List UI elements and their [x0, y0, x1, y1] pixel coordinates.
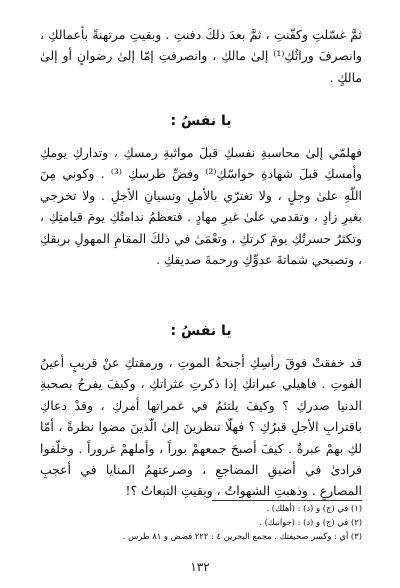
footnote-2: (٢) في (ج) و (د) : (جوانبك) . — [259, 517, 362, 527]
footnotes — [40, 500, 362, 543]
paragraph-1: ثمَّ غسّلتِ وكفّنتِ ، ثمَّ بعدَ ذلكَ دفنتِ . وبقيتِ مرتهنةً بأعمالكِ ، وانصرفَ وراثُكِ⁽¹⁾ إلىٰ مالكِ ، وانصرفتِ إمّا إلىٰ رضوانٍ أو إلىٰ مالكٍ . — [40, 27, 362, 85]
paragraph-3: قد خفقتْ فوقَ رأسِكِ أجنحةُ الموتِ ، ورمقتكِ عنْ قريبٍ أعينُ الفوتِ . فاهيلي عبراتكِ إذا ذكرتِ عثراتكِ ، وكيفَ يفرحُ بصحبةِ الدنيا صدركِ ؟ وكيفَ يلتئمُ في غمراتها أمركِ ، وقدْ دعاكِ باقترابِ الأجلِ قبرُكِ ؟ فهلّا تنظرينَ إلىٰ الّذينَ مضوا نظرةً ، أمّا لكِ بهمْ عبرةٌ . كيفَ أصبحَ جمعهمْ بوراً ، وأملهمْ غروراً . وخلّفوا فرادىٰ في أضيقِ المضاجعِ ، وصرعتهمُ المنايا في أعجبِ المصارعِ . وذهبتِ الشهواتُ ، وبقيتِ التبعاتُ ؟! — [40, 355, 362, 499]
paragraph-2: فهلمّي إلىٰ محاسبةِ نفسكِ قبلَ مواثبةِ رمسكِ ، وتداركِ يومكِ وأمسكِ قبلَ شهادةِ حواسّكِ⁽²⁾ وفضِّ طرسكِ ⁽³⁾ . وكوني مِنَ اللّهِ علىٰ وجلٍ ، ولا تغترّي بالأملِ ونسيانِ الأجلِ . ولا تخرجي بغيرِ زادٍ ، وتقدمي علىٰ غيرِ مهادٍ . فتعظمُ ندامتُكِ يومَ قيامتِكِ ، وتكثرُ حسرتُكِ يومَ كرتكِ ، وتعْمَىٰ في ذلكَ المقامِ المهولِ بربقكِ ، وتصبحي شماتةَ عدوِّكِ ورحمةَ صديقكِ . — [40, 145, 362, 268]
section-heading-2: يا نفسُ : — [170, 323, 232, 339]
page-number: ١٣٢ — [190, 560, 210, 574]
section-heading-1: يا نفسُ : — [170, 113, 232, 129]
footnote-1: (١) في (ج) و (د) : (أهلك) . — [266, 503, 362, 513]
footnote-3: (٣) أي : وكسر صحيفتك . مجمع البحرين ٤ : ٢٢٢ فضض و ٨١ طرس . — [122, 531, 362, 541]
